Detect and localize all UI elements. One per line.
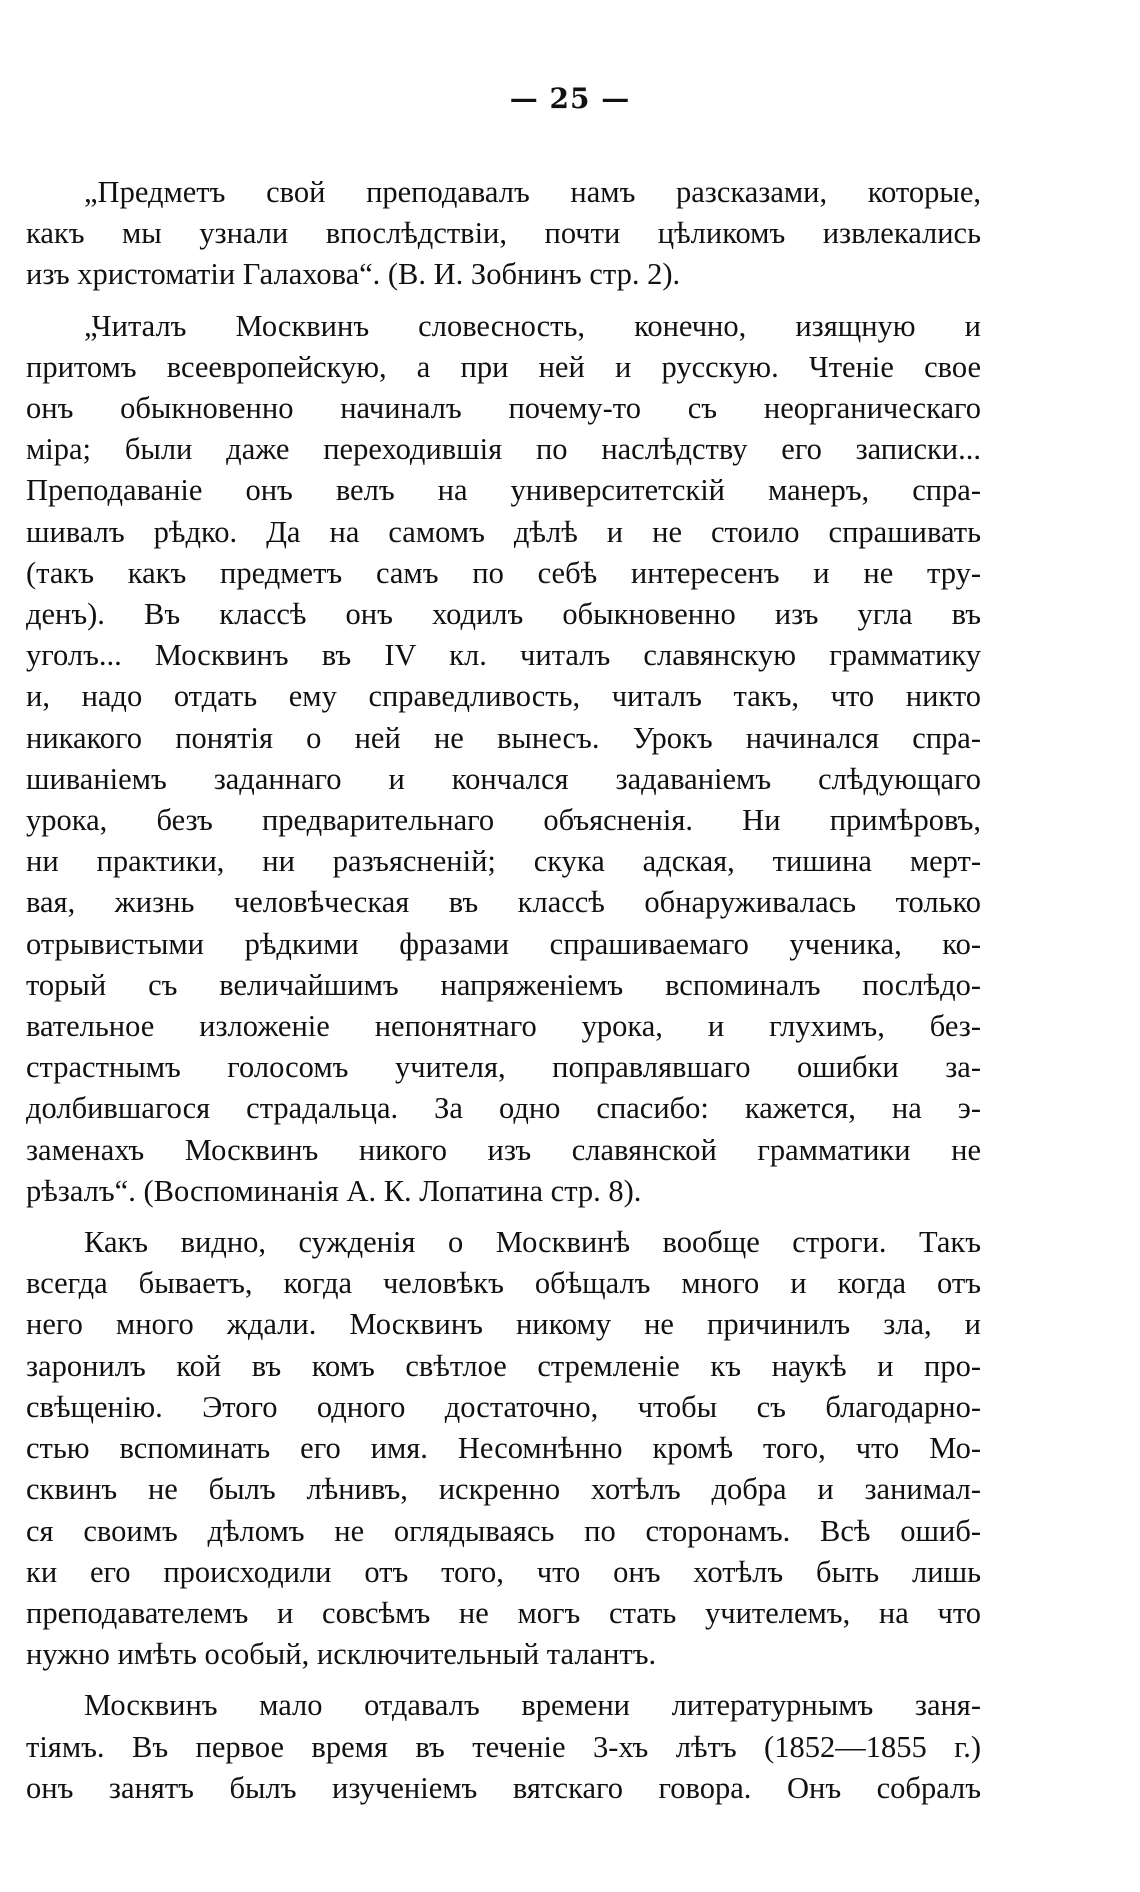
- text-line: онъ занятъ былъ изученіемъ вятскаго говора. Онъ собралъ: [26, 1770, 981, 1805]
- text-line: урока, безъ предварительнаго объясненія. Ни примѣровъ,: [26, 803, 981, 838]
- text-line: Преподаваніе онъ велъ на университетскій манеръ, спра-: [26, 473, 981, 508]
- text-line: „Предметъ свой преподавалъ намъ разсказами, которые,: [84, 175, 981, 209]
- text-line: „Читалъ Москвинъ словесность, конечно, изящную и: [84, 308, 981, 343]
- page-body: [26, 172, 981, 1809]
- paragraph-gap: [26, 1675, 981, 1685]
- text-line: преподавателемъ и совсѣмъ не могъ стать учителемъ, на что: [26, 1595, 981, 1630]
- text-line: вательное изложеніе непонятнаго урока, и глухимъ, без-: [26, 1009, 981, 1044]
- text-line: свѣщенію. Этого одного достаточно, чтобы съ благодарно-: [26, 1389, 981, 1424]
- text-line: шиваніемъ заданнаго и кончался задаваніемъ слѣдующаго: [26, 761, 981, 796]
- text-line: притомъ всеевропейскую, а при ней и русскую. Чтеніе свое: [26, 349, 981, 384]
- text-line: страстнымъ голосомъ учителя, поправлявшаго ошибки за-: [26, 1050, 981, 1085]
- text-line: вая, жизнь человѣческая въ классѣ обнаруживалась только: [26, 885, 981, 920]
- text-line: онъ обыкновенно начиналъ почему-то съ неорганическаго: [26, 391, 981, 426]
- text-line: ни практики, ни разъясненій; скука адская, тишина мерт-: [26, 844, 981, 879]
- text-line: сквинъ не былъ лѣнивъ, искренно хотѣлъ добра и занимал-: [26, 1472, 981, 1507]
- text-line: заронилъ кой въ комъ свѣтлое стремленіе къ наукѣ и про-: [26, 1348, 981, 1383]
- text-line: него много ждали. Москвинъ никому не причинилъ зла, и: [26, 1307, 981, 1342]
- text-line: рѣзалъ“. (Воспоминанія А. К. Лопатина стр. 8).: [26, 1173, 642, 1208]
- text-line: Какъ видно, сужденія о Москвинѣ вообще строги. Такъ: [84, 1225, 981, 1260]
- text-line: никакого понятія о ней не вынесъ. Урокъ начинался спра-: [26, 720, 981, 755]
- page-number: — 25 —: [509, 82, 631, 115]
- text-line: Москвинъ мало отдавалъ времени литературнымъ заня-: [84, 1688, 981, 1723]
- text-line: заменахъ Москвинъ никого изъ славянской грамматики не: [26, 1132, 981, 1167]
- text-line: стью вспоминать его имя. Несомнѣнно кромѣ того, что Мо-: [26, 1431, 981, 1466]
- text-line: денъ). Въ классѣ онъ ходилъ обыкновенно изъ угла въ: [26, 597, 981, 632]
- text-line: (такъ какъ предметъ самъ по себѣ интересенъ и не тру-: [26, 555, 981, 590]
- text-line: ся своимъ дѣломъ не оглядываясь по сторонамъ. Всѣ ошиб-: [26, 1513, 981, 1548]
- paragraph-gap: [26, 1212, 981, 1222]
- paragraph-gap: [26, 296, 981, 306]
- text-line: долбившагося страдальца. За одно спасибо: кажется, на э-: [26, 1091, 981, 1126]
- text-line: всегда бываетъ, когда человѣкъ обѣщалъ много и когда отъ: [26, 1266, 981, 1301]
- text-line: ки его происходили отъ того, что онъ хотѣлъ быть лишь: [26, 1554, 981, 1589]
- text-line: изъ христоматіи Галахова“. (В. И. Зобнинъ стр. 2).: [26, 257, 681, 292]
- text-line: тіямъ. Въ первое время въ теченіе 3-хъ лѣтъ (1852—1855 г.): [26, 1729, 981, 1764]
- text-line: шивалъ рѣдко. Да на самомъ дѣлѣ и не стоило спрашивать: [26, 514, 981, 549]
- text-line: какъ мы узнали впослѣдствіи, почти цѣликомъ извлекались: [26, 216, 981, 251]
- text-line: отрывистыми рѣдкими фразами спрашиваемаго ученика, ко-: [26, 926, 981, 961]
- text-line: міра; были даже переходившія по наслѣдству его записки...: [26, 432, 981, 467]
- text-line: торый съ величайшимъ напряженіемъ вспоминалъ послѣдо-: [26, 967, 981, 1002]
- text-line: уголъ... Москвинъ въ IV кл. читалъ славянскую грамматику: [26, 638, 981, 673]
- text-line: нужно имѣть особый, исключительный талантъ.: [26, 1637, 657, 1672]
- text-line: и, надо отдать ему справедливость, читалъ такъ, что никто: [26, 679, 981, 714]
